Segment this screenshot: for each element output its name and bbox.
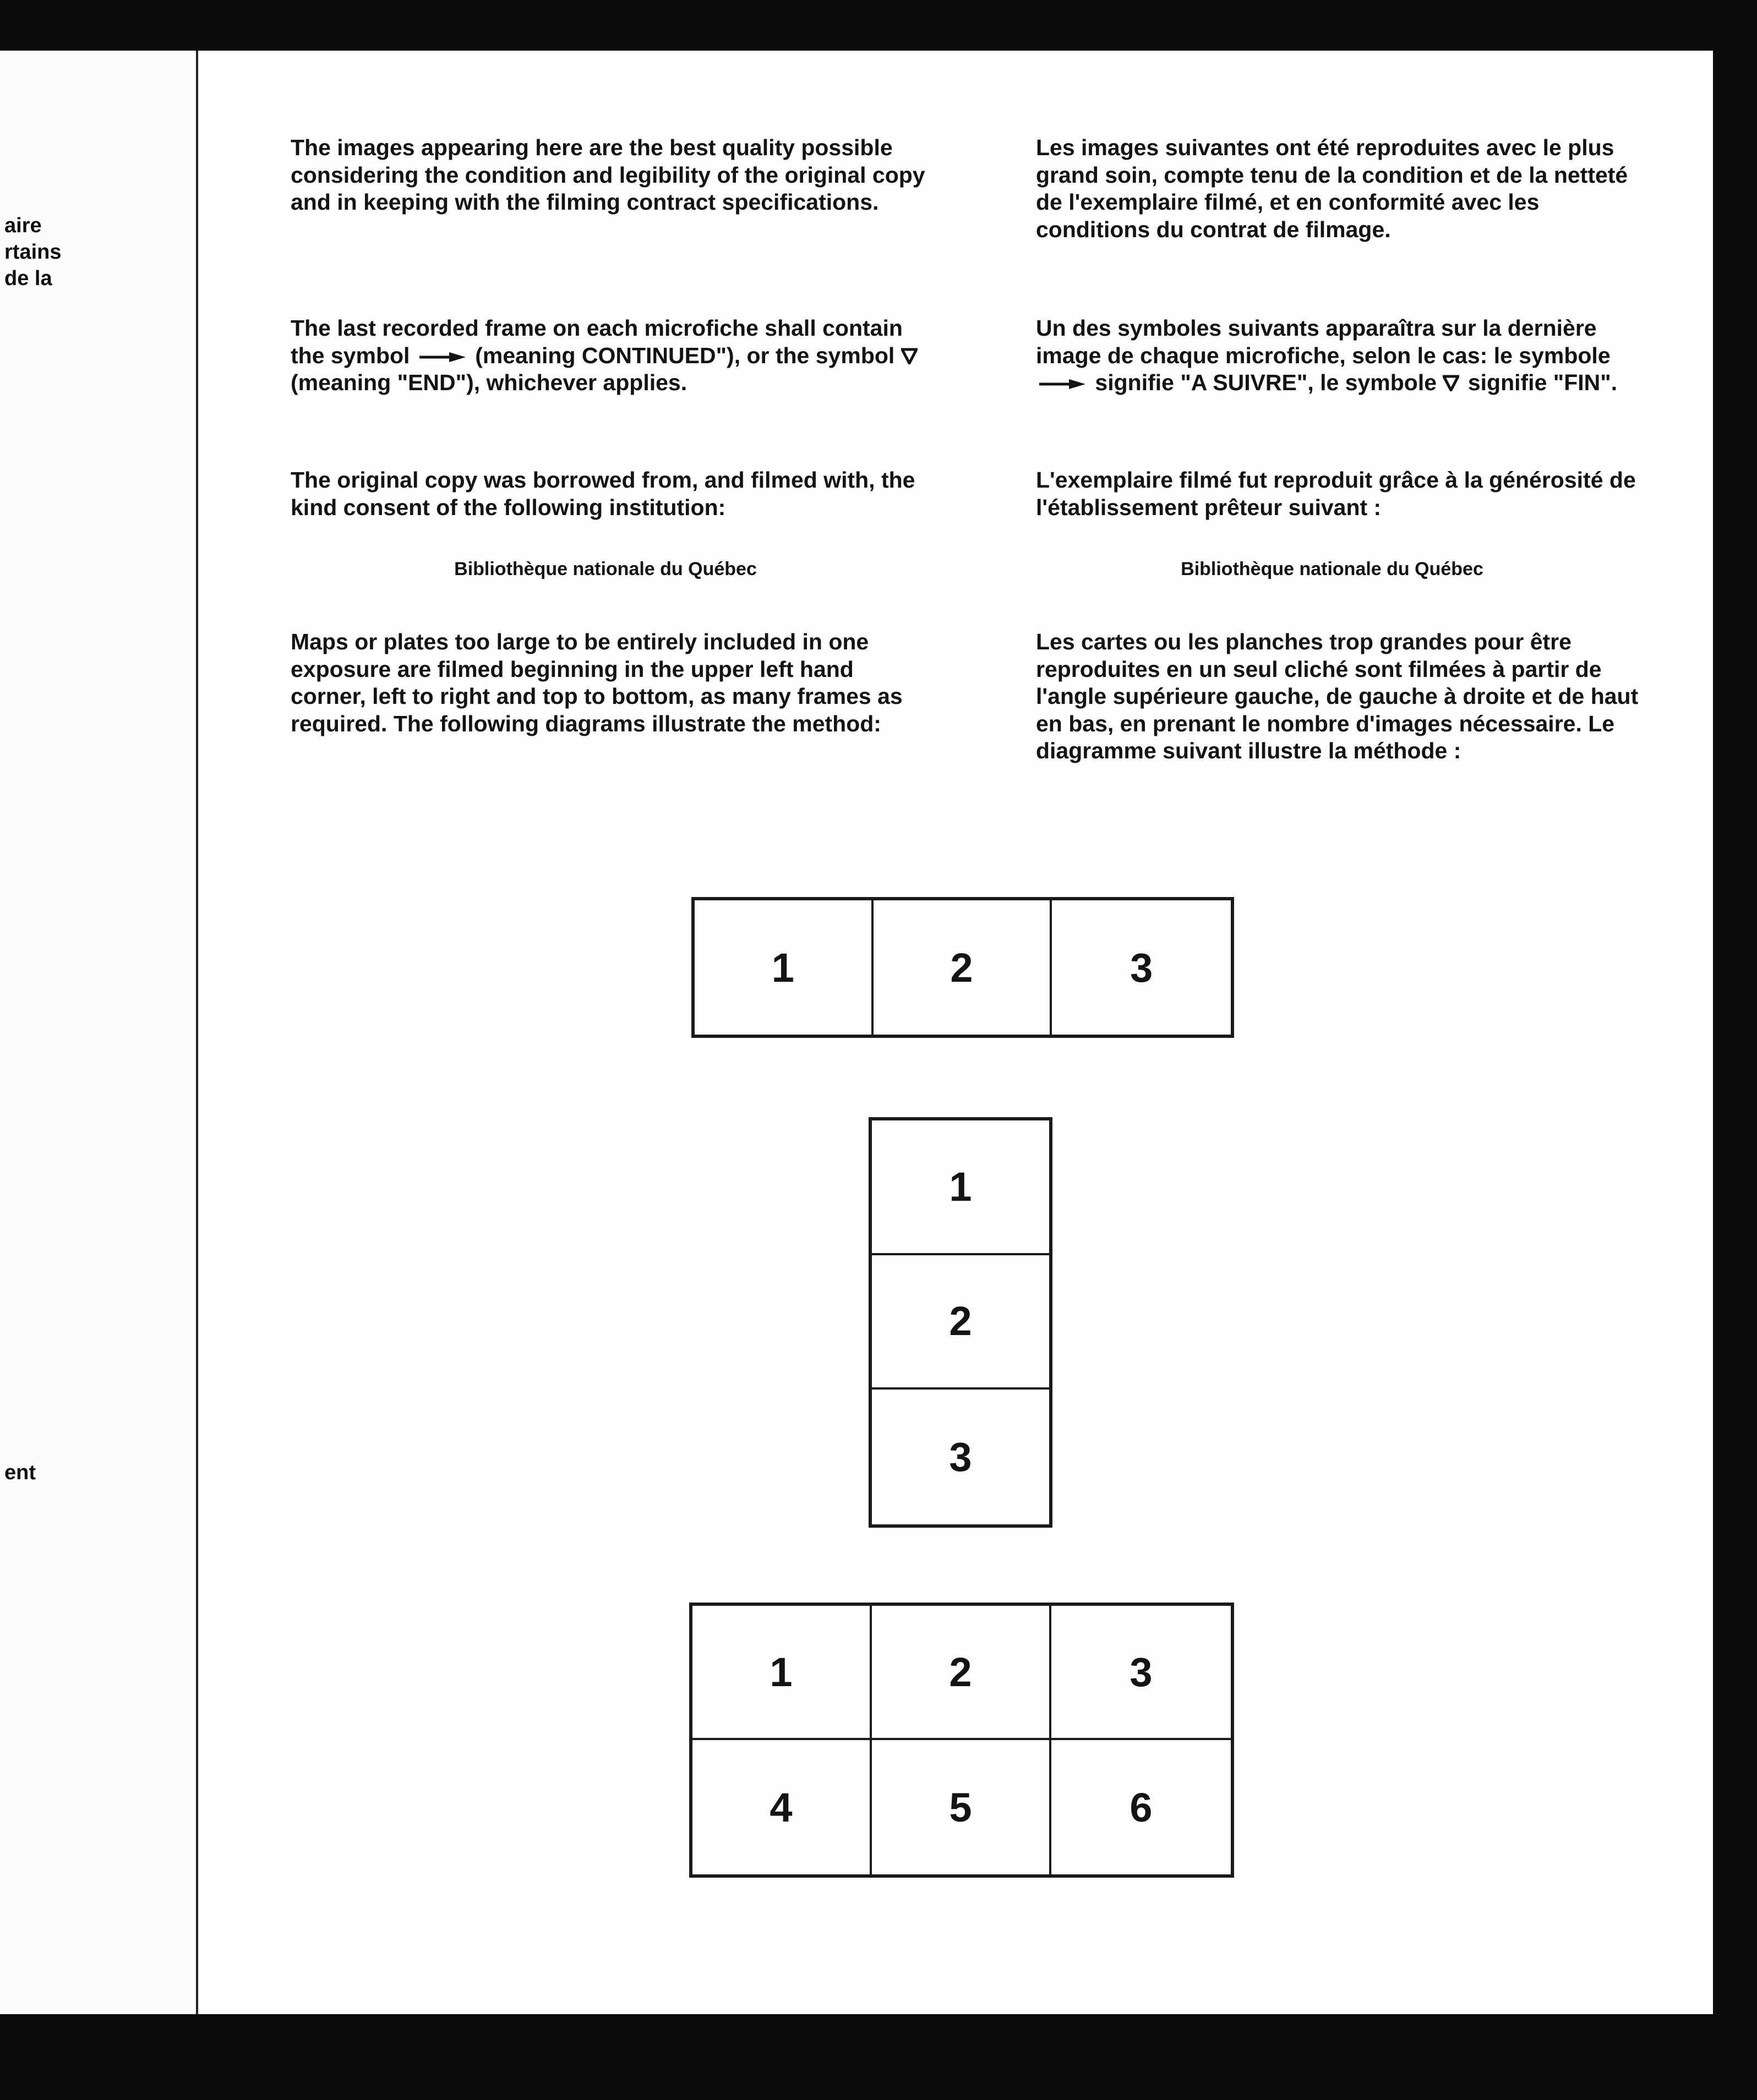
fr-institution-paragraph: L'exemplaire filmé fut reproduit grâce à la générosité de l'établissement prêteur suivant : — [1036, 467, 1636, 520]
frame-cell: 3 — [1051, 1606, 1231, 1740]
en-symbols-text-3: (meaning "END"), whichever applies. — [291, 370, 687, 395]
frame-cell: 1 — [695, 900, 874, 1035]
continued-arrow-icon — [1039, 379, 1085, 390]
en-institution-paragraph: The original copy was borrowed from, and filmed with, the kind consent of the following institution: — [291, 467, 915, 520]
end-triangle-icon — [901, 348, 918, 364]
previous-frame-edge — [0, 51, 196, 2014]
fr-maps-paragraph: Les cartes ou les planches trop grandes pour être reproduites en un seul cliché sont filmées à partir de l'angle supérieure gauche, de gauche à droite et de haut en bas, en prenant le nombre d'images nécessaire. Le diagramme suivant illustre la méthode : — [1036, 629, 1639, 763]
fr-symbols-paragraph — [1036, 315, 1652, 397]
en-maps-paragraph: Maps or plates too large to be entirely included in one exposure are filmed beginning in the upper left hand corner, left to right and top to bottom, as many frames as required. The following diagrams illustrate the method: — [291, 629, 903, 736]
en-symbols-text-1: The last recorded frame on each microfiche shall contain the symbol — [291, 315, 903, 368]
target-notice-page — [198, 51, 1713, 2014]
fragment-text: ent — [4, 1461, 36, 1484]
film-border-bottom — [0, 2014, 1757, 2100]
frame-cell: 1 — [692, 1606, 872, 1740]
continued-arrow-icon — [419, 352, 466, 363]
frame-cell: 5 — [872, 1740, 1051, 1874]
frame-cell: 2 — [874, 900, 1052, 1035]
film-border-top — [0, 0, 1757, 51]
en-institution-name: Bibliothèque nationale du Québec — [454, 559, 757, 579]
fr-symbols-text-3: signifie "FIN". — [1467, 370, 1618, 395]
diagram-vertical-frames — [869, 1117, 1052, 1528]
diagram-grid-frames — [689, 1603, 1234, 1878]
fragment-text: rtains — [4, 240, 62, 264]
diagram-horizontal-frames — [691, 897, 1234, 1038]
fr-institution-name: Bibliothèque nationale du Québec — [1181, 559, 1483, 579]
en-symbols-paragraph — [291, 315, 935, 397]
fragment-text: de la — [4, 267, 52, 290]
frame-cell: 6 — [1130, 1784, 1153, 1830]
frame-cell: 1 — [872, 1120, 1049, 1255]
fr-quality-paragraph: Les images suivantes ont été reproduites avec le plus grand soin, compte tenu de la condition et de la netteté de l'exemplaire filmé, et en conformité avec les conditions du contrat de filmage. — [1036, 135, 1628, 242]
fragment-text: aire — [4, 214, 42, 237]
en-symbols-text-2: (meaning CONTINUED"), or the symbol — [475, 342, 895, 368]
frame-cell: 3 — [949, 1434, 972, 1480]
film-border-right — [1713, 0, 1757, 2100]
end-triangle-icon — [1443, 375, 1459, 391]
frame-cell: 2 — [872, 1606, 1051, 1740]
frame-cell: 3 — [1130, 944, 1153, 991]
fr-symbols-text-1: Un des symboles suivants apparaîtra sur la dernière image de chaque microfiche, selon le cas: le symbole — [1036, 315, 1611, 368]
fr-symbols-text-2: signifie "A SUIVRE", le symbole — [1095, 370, 1437, 395]
frame-cell: 2 — [872, 1255, 1049, 1390]
frame-cell: 4 — [692, 1740, 872, 1874]
en-quality-paragraph: The images appearing here are the best quality possible considering the condition and legibility of the original copy and in keeping with the filming contract specifications. — [291, 135, 925, 215]
